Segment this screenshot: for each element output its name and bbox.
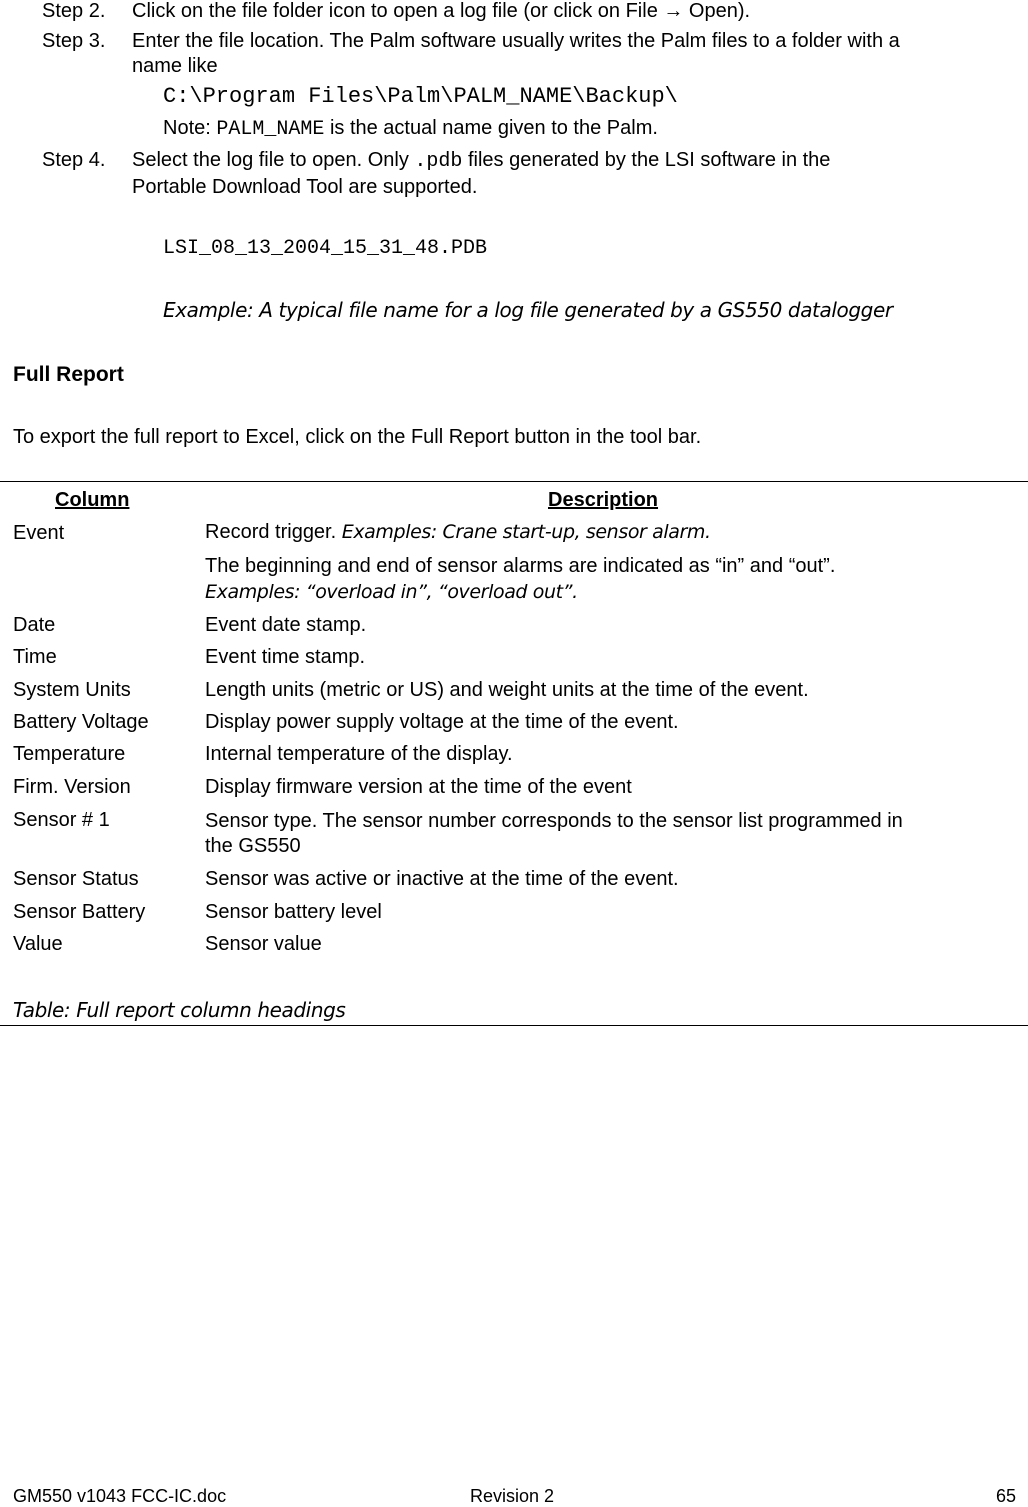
step-3-text-line1: Enter the file location. The Palm software usually writes the Palm files to a folder with a bbox=[132, 30, 900, 52]
column-header: Column bbox=[55, 489, 130, 511]
step-4-text-line2: Portable Download Tool are supported. bbox=[132, 176, 478, 198]
step-3-label: Step 3. bbox=[42, 30, 106, 52]
step-4-prefix: Select the log file to open. Only bbox=[132, 149, 415, 171]
row-time-description: Event time stamp. bbox=[205, 646, 366, 668]
example-filename: LSI_08_13_2004_15_31_48.PDB bbox=[163, 237, 488, 260]
row-event-line3: Examples: “overload in”, “overload out”. bbox=[205, 581, 578, 603]
table-bottom-rule bbox=[0, 1025, 1028, 1026]
note-suffix: is the actual name given to the Palm. bbox=[324, 117, 658, 139]
row-sensor-line2: the GS550 bbox=[205, 835, 301, 857]
row-sensor-battery-column: Sensor Battery bbox=[13, 901, 146, 923]
table-caption: Table: Full report column headings bbox=[13, 998, 346, 1022]
row-temperature-column: Temperature bbox=[13, 743, 126, 765]
row-firm-version-description: Display firmware version at the time of the event bbox=[205, 776, 632, 798]
event-examples: Examples: Crane start-up, sensor alarm. bbox=[341, 521, 711, 543]
step-3-text-line2: name like bbox=[132, 55, 218, 77]
note-prefix: Note: bbox=[163, 117, 217, 139]
section-heading: Full Report bbox=[13, 363, 124, 386]
note-code: PALM_NAME bbox=[216, 118, 325, 141]
step-4-suffix: files generated by the LSI software in the bbox=[462, 149, 831, 171]
row-value-description: Sensor value bbox=[205, 933, 322, 955]
event-prefix: Record trigger. bbox=[205, 521, 342, 543]
footer-revision: Revision 2 bbox=[470, 1486, 555, 1506]
row-sensor-column: Sensor # 1 bbox=[13, 809, 110, 831]
row-event-line2: The beginning and end of sensor alarms are indicated as “in” and “out”. bbox=[205, 555, 836, 577]
step-4-text-line1 bbox=[132, 149, 830, 173]
row-sensor-battery-description: Sensor battery level bbox=[205, 901, 382, 923]
row-temperature-description: Internal temperature of the display. bbox=[205, 743, 513, 765]
intro-text: To export the full report to Excel, click on the Full Report button in the tool bar. bbox=[13, 426, 702, 448]
row-event-line1 bbox=[205, 521, 711, 544]
description-header: Description bbox=[548, 489, 659, 511]
row-time-column: Time bbox=[13, 646, 57, 668]
row-firm-version-column: Firm. Version bbox=[13, 776, 131, 798]
row-event-column: Event bbox=[13, 522, 65, 544]
row-date-column: Date bbox=[13, 614, 56, 636]
step-4-code: .pdb bbox=[414, 150, 463, 173]
step-2-text: Click on the file folder icon to open a log file (or click on File → Open). bbox=[132, 0, 751, 22]
row-system-units-description: Length units (metric or US) and weight units at the time of the event. bbox=[205, 679, 809, 701]
row-battery-voltage-description: Display power supply voltage at the time of the event. bbox=[205, 711, 679, 733]
row-battery-voltage-column: Battery Voltage bbox=[13, 711, 149, 733]
row-sensor-line1: Sensor type. The sensor number corresponds to the sensor list programmed in bbox=[205, 810, 903, 832]
table-top-rule bbox=[0, 481, 1028, 482]
backup-path: C:\Program Files\Palm\PALM_NAME\Backup\ bbox=[163, 84, 678, 109]
step-2-label: Step 2. bbox=[42, 0, 106, 22]
row-sensor-status-description: Sensor was active or inactive at the time of the event. bbox=[205, 868, 679, 890]
footer-page-number: 65 bbox=[995, 1486, 1016, 1506]
row-value-column: Value bbox=[13, 933, 63, 955]
step-3-note bbox=[163, 117, 658, 141]
row-system-units-column: System Units bbox=[13, 679, 131, 701]
step-4-label: Step 4. bbox=[42, 149, 106, 171]
row-sensor-status-column: Sensor Status bbox=[13, 868, 139, 890]
footer-filename: GM550 v1043 FCC-IC.doc bbox=[13, 1486, 227, 1506]
example-caption: Example: A typical file name for a log file generated by a GS550 datalogger bbox=[163, 298, 893, 322]
row-date-description: Event date stamp. bbox=[205, 614, 367, 636]
